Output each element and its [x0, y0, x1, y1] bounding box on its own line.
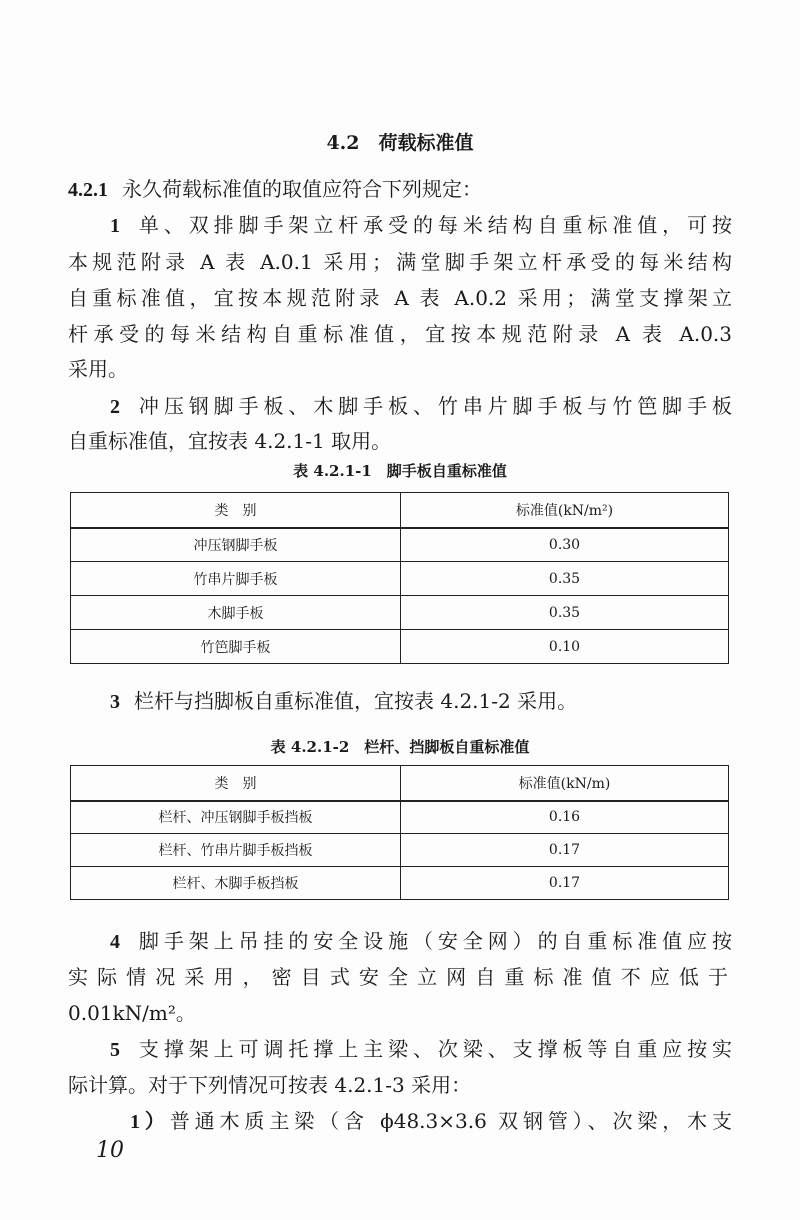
table1-caption: 表 4.2.1-1 脚手板自重标准值: [293, 462, 507, 480]
cell: 0.10: [401, 630, 729, 664]
item2-line: 自重标准值，宜按表 4.2.1-1 取用。: [68, 429, 392, 453]
cell: 栏杆、木脚手板挡板: [71, 867, 401, 900]
item1-line: 1 单、双排脚手架立杆承受的每米结构自重标准值，可按: [110, 213, 732, 237]
table2-header: 标准值(kN/m): [401, 766, 729, 801]
item5-line: 5 支撑架上可调托撑上主梁、次梁、支撑板等自重应按实: [110, 1037, 732, 1061]
section-title: 4.2 荷载标准值: [326, 132, 474, 154]
cell: 木脚手板: [71, 596, 401, 630]
table1-header: 类 别: [71, 493, 401, 528]
item5-line: 际计算。对于下列情况可按表 4.2.1-3 采用：: [68, 1073, 472, 1097]
table2: [70, 765, 729, 900]
cell: 0.35: [401, 596, 729, 630]
item1-line: 自重标准值，宜按本规范附录 A 表 A.0.2 采用；满堂支撑架立: [68, 286, 732, 310]
cell: 竹串片脚手板: [71, 562, 401, 596]
cell: 0.30: [401, 528, 729, 562]
cell: 冲压钢脚手板: [71, 528, 401, 562]
item1-line: 本规范附录 A 表 A.0.1 采用；满堂脚手架立杆承受的每米结构: [68, 250, 732, 274]
table-row: [71, 528, 729, 562]
cell: 栏杆、冲压钢脚手板挡板: [71, 801, 401, 834]
table-row: [71, 596, 729, 630]
item2-line: 2 冲压钢脚手板、木脚手板、竹串片脚手板与竹笆脚手板: [110, 394, 732, 418]
item4-line: 4 脚手架上吊挂的安全设施（安全网）的自重标准值应按: [110, 929, 732, 953]
item3-line: 3 栏杆与挡脚板自重标准值，宜按表 4.2.1-2 采用。: [110, 689, 578, 713]
cell: 0.16: [401, 801, 729, 834]
item1-line: 采用。: [68, 357, 128, 381]
cell: 0.17: [401, 867, 729, 900]
table2-caption: 表 4.2.1-2 栏杆、挡脚板自重标准值: [270, 738, 530, 756]
table-row: [71, 630, 729, 664]
cell: 0.35: [401, 562, 729, 596]
cell: 0.17: [401, 834, 729, 867]
clause-heading: 4.2.1 永久荷载标准值的取值应符合下列规定：: [68, 177, 482, 201]
item4-line: 实际情况采用，密目式安全立网自重标准值不应低于: [68, 965, 732, 989]
table-row: [71, 801, 729, 834]
table1-header: 标准值(kN/m²): [401, 493, 729, 528]
item4-line: 0.01kN/m²。: [68, 1001, 196, 1025]
subitem1-line: 1）普通木质主梁（含 ϕ48.3×3.6 双钢管）、次梁，木支: [130, 1109, 733, 1133]
item1-line: 杆承受的每米结构自重标准值，宜按本规范附录 A 表 A.0.3: [68, 322, 732, 346]
table1: [70, 492, 729, 664]
table-row: [71, 867, 729, 900]
table-row: [71, 834, 729, 867]
cell: 栏杆、竹串片脚手板挡板: [71, 834, 401, 867]
page-number: 10: [96, 1138, 124, 1163]
table2-header: 类 别: [71, 766, 401, 801]
cell: 竹笆脚手板: [71, 630, 401, 664]
table-row: [71, 562, 729, 596]
